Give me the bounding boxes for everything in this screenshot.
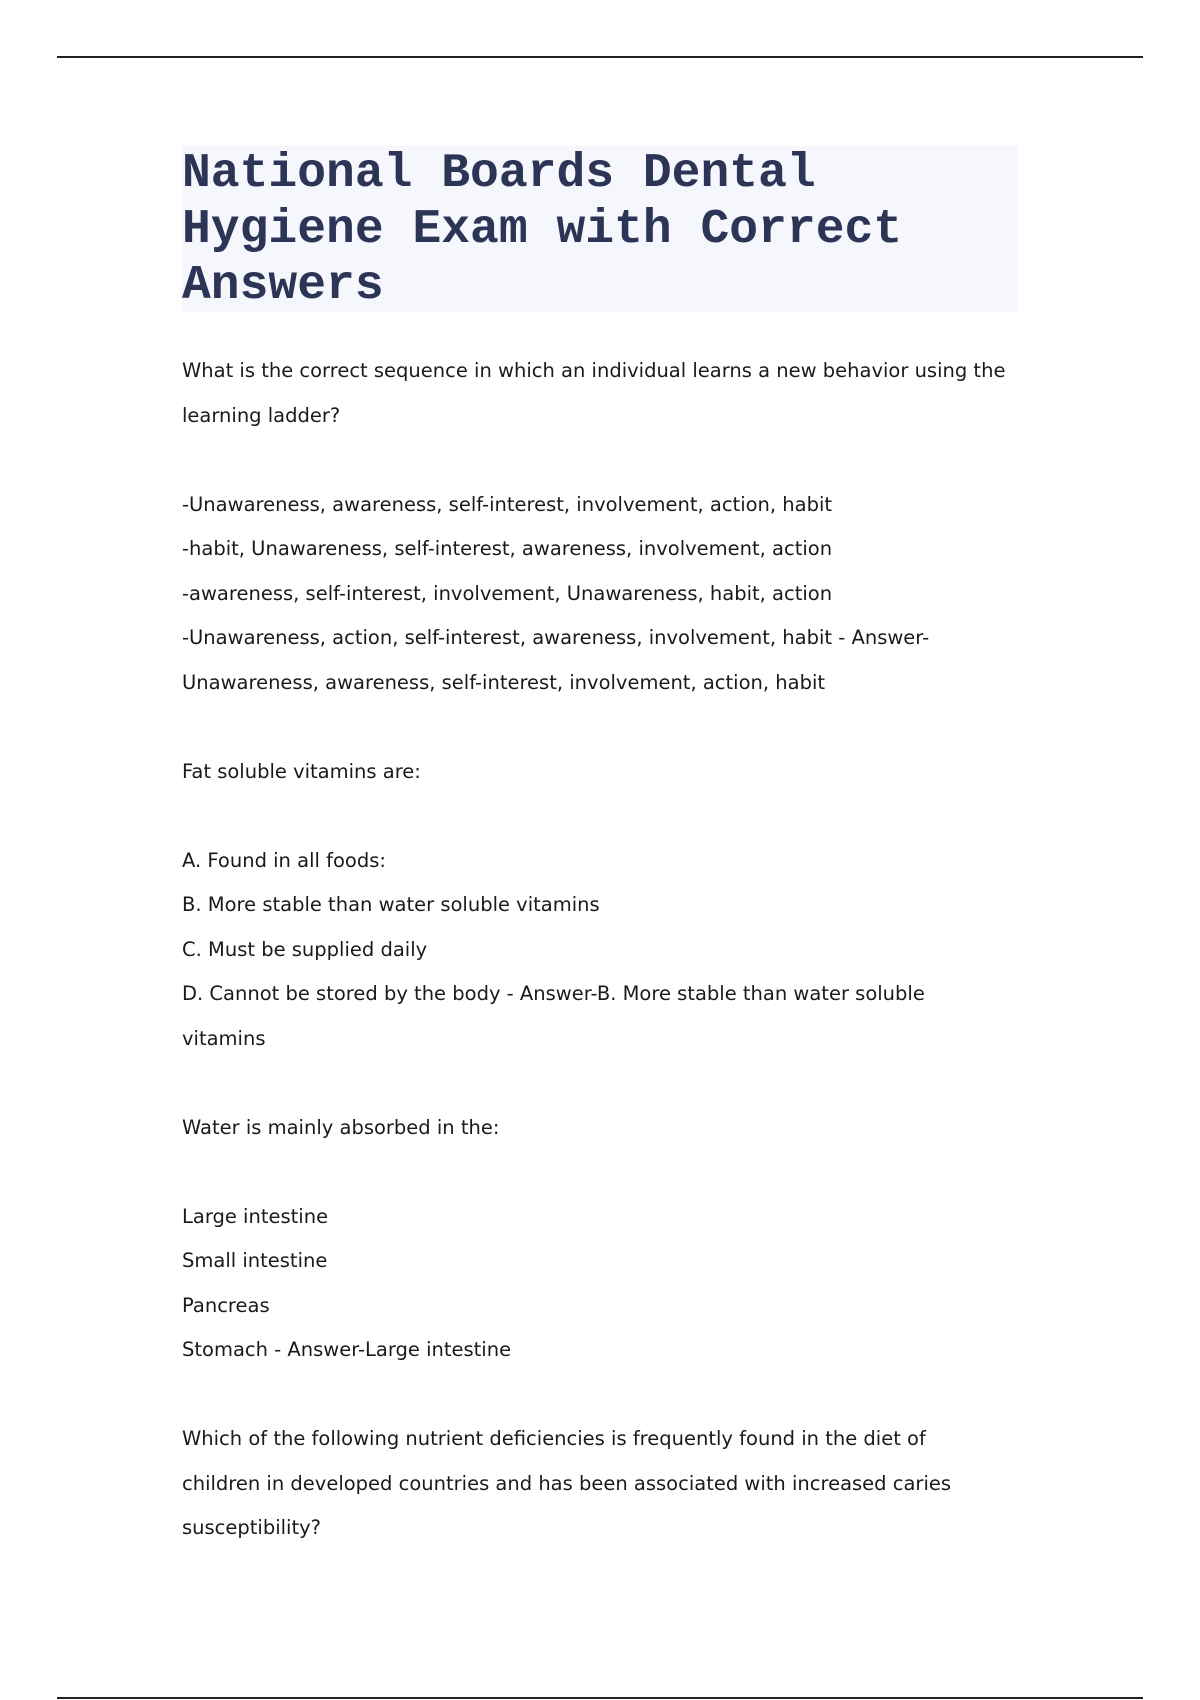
question-block: [182, 1106, 1022, 1373]
answer-option: vitamins: [182, 1026, 266, 1050]
question-text: Fat soluble vitamins are:: [182, 759, 421, 783]
document-title: [182, 146, 1018, 314]
answer-option: -Unawareness, action, self-interest, awareness, involvement, habit - Answer-: [182, 626, 930, 649]
title-line: Answers: [182, 259, 384, 313]
question-text: susceptibility?: [182, 1516, 322, 1539]
question-text: What is the correct sequence in which an individual learns a new behavior using the: [182, 359, 1006, 382]
answer-option: -Unawareness, awareness, self-interest, involvement, action, habit: [182, 492, 833, 516]
spacer: [182, 705, 1022, 750]
answer-option: C. Must be supplied daily: [182, 937, 428, 961]
title-line: Hygiene Exam with Correct: [182, 203, 903, 257]
answer-option: Pancreas: [182, 1293, 270, 1317]
answer-option: Large intestine: [182, 1204, 329, 1228]
spacer: [182, 1373, 1022, 1418]
document-body: [182, 349, 1022, 1551]
answer-option: Unawareness, awareness, self-interest, involvement, action, habit: [182, 670, 826, 694]
header-rule: [57, 56, 1143, 58]
question-text: Which of the following nutrient deficiencies is frequently found in the diet of: [182, 1427, 926, 1450]
answer-option: B. More stable than water soluble vitamins: [182, 893, 600, 916]
answer-option: D. Cannot be stored by the body - Answer-B. More stable than water soluble: [182, 982, 925, 1005]
answer-option: A. Found in all foods:: [182, 848, 386, 872]
spacer: [182, 794, 1022, 839]
question-block: [182, 1417, 1022, 1551]
spacer: [182, 438, 1022, 483]
answer-option: -habit, Unawareness, self-interest, awareness, involvement, action: [182, 537, 833, 560]
title-line: National Boards Dental: [182, 147, 816, 201]
answer-option: -awareness, self-interest, involvement, Unawareness, habit, action: [182, 581, 833, 605]
footer-rule: [57, 1697, 1143, 1699]
answer-option: Stomach - Answer-Large intestine: [182, 1338, 512, 1361]
spacer: [182, 1150, 1022, 1195]
question-block: [182, 349, 1022, 705]
title-block: [182, 146, 1018, 312]
spacer: [182, 1061, 1022, 1106]
question-block: [182, 750, 1022, 1062]
answer-option: Small intestine: [182, 1249, 328, 1272]
question-text: learning ladder?: [182, 403, 341, 427]
question-text: Water is mainly absorbed in the:: [182, 1115, 500, 1139]
question-text: children in developed countries and has been associated with increased caries: [182, 1471, 952, 1495]
